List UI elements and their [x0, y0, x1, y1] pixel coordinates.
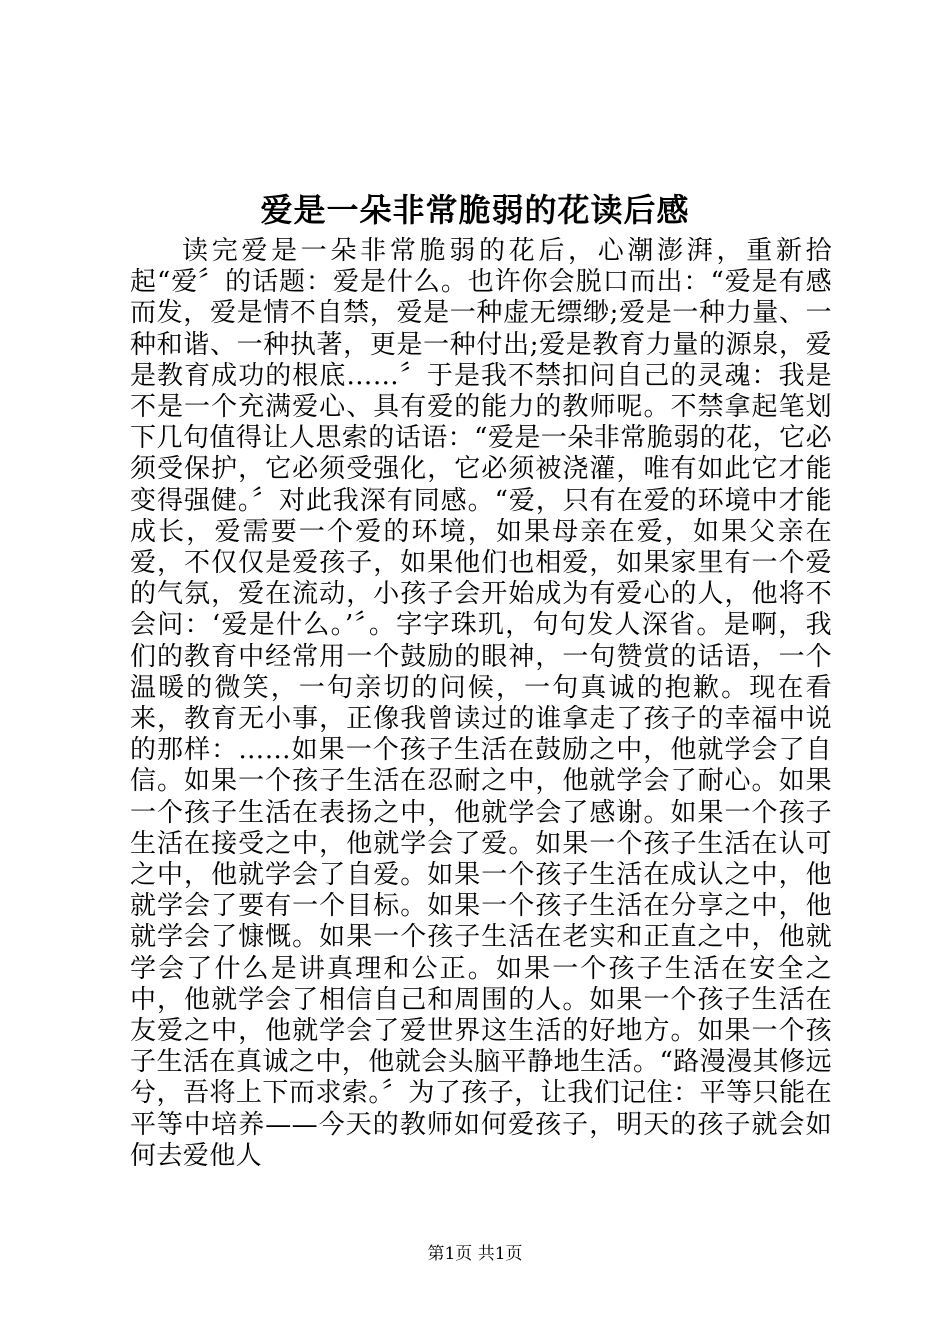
- document-title: 爱是一朵非常脆弱的花读后感: [260, 191, 690, 229]
- body-paragraph: 读完爱是一朵非常脆弱的花后，心潮澎湃，重新拾起“爱〞的话题：爱是什么。也许你会脱口而出：“爱是有感而发，爱是情不自禁，爱是一种虚无缥缈;爱是一种力量、一种和谐、一种执著，更是一种付出;爱是教育力量的源泉，爱是教育成功的根底……〞于是我不禁扣问自己的灵魂：我是不是一个充满爱心、具有爱的能力的教师呢。不禁拿起笔划下几句值得让人思索的话语：“爱是一朵非常脆弱的花，它必须受保护，它必须受强化，它必须被浇灌，唯有如此它才能变得强健。〞对此我深有同感。“爱，只有在爱的环境中才能成长，爱需要一个爱的环境，如果母亲在爱，如果父亲在爱，不仅仅是爱孩子，如果他们也相爱，如果家里有一个爱的气氛，爱在流动，小孩子会开始成为有爱心的人，他将不会问：‘爱是什么。’〞。字字珠玑，句句发人深省。是啊，我们的教育中经常用一个鼓励的眼神，一句赞赏的话语，一个温暖的微笑，一句亲切的问候，一句真诚的抱歉。现在看来，教育无小事，正像我曾读过的谁拿走了孩子的幸福中说的那样：……如果一个孩子生活在鼓励之中，他就学会了自信。如果一个孩子生活在忍耐之中，他就学会了耐心。如果一个孩子生活在表扬之中，他就学会了感谢。如果一个孩子生活在接受之中，他就学会了爱。如果一个孩子生活在认可之中，他就学会了自爱。如果一个孩子生活在成认之中，他就学会了要有一个目标。如果一个孩子生活在分享之中，他就学会了慷慨。如果一个孩子生活在老实和正直之中，他就学会了什么是讲真理和公正。如果一个孩子生活在安全之中，他就学会了相信自己和周围的人。如果一个孩子生活在友爱之中，他就学会了爱世界这生活的好地方。如果一个孩子生活在真诚之中，他就会头脑平静地生活。“路漫漫其修远兮，吾将上下而求索。〞为了孩子，让我们记住：平等只能在平等中培养——今天的教师如何爱孩子，明天的孩子就会如何去爱他人: [130, 236, 832, 1171]
- page-number-footer: 第1页 共1页: [427, 1244, 523, 1264]
